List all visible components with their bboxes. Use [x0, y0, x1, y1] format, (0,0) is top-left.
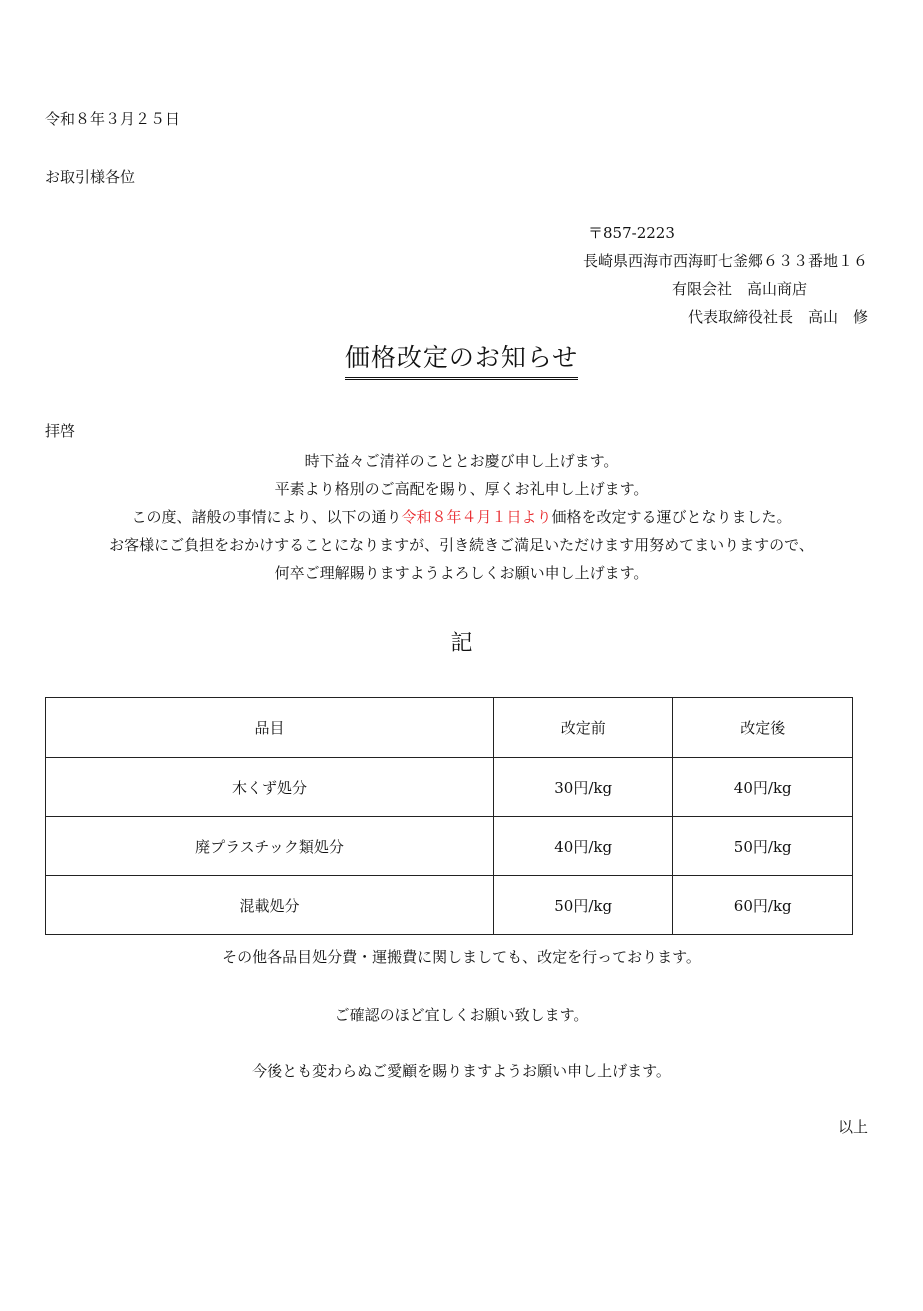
body-line-3 [0, 506, 923, 527]
table-row [46, 817, 853, 876]
body-line-4: お客様にご負担をおかけすることになりますが、引き続きご満足いただけます用努めてまいりますので、 [109, 536, 814, 554]
price-table [45, 697, 853, 935]
document-title [0, 338, 923, 380]
salutation: 拝啓 [45, 422, 76, 440]
body-line-3-post: 価格を改定する運びとなりました。 [551, 508, 792, 526]
table-cell-before: 40円/kg [493, 817, 673, 876]
body-line-1: 時下益々ご清祥のこととお慶び申し上げます。 [304, 452, 619, 470]
note-line-3: 今後とも変わらぬご愛顧を賜りますようお願い申し上げます。 [252, 1062, 671, 1080]
ki-heading: 記 [450, 631, 473, 656]
table-cell-after: 60円/kg [673, 876, 853, 935]
sender-address: 長崎県西海市西海町七釜郷６３３番地１６ [582, 252, 868, 270]
table-cell-item: 木くず処分 [46, 758, 494, 817]
letter-date: 令和８年３月２５日 [45, 110, 181, 128]
document-title-text: 価格改定のお知らせ [345, 338, 578, 380]
effective-date-highlight: 令和８年４月１日より [401, 508, 552, 526]
table-cell-after: 50円/kg [673, 817, 853, 876]
body-line-5: 何卒ご理解賜りますようよろしくお願い申し上げます。 [274, 564, 649, 582]
closing: 以上 [837, 1118, 868, 1136]
table-row [46, 876, 853, 935]
table-header-before: 改定前 [493, 698, 673, 758]
note-line-2: ご確認のほど宜しくお願い致します。 [334, 1006, 589, 1024]
recipient: お取引様各位 [45, 168, 136, 186]
body-line-2: 平素より格別のご高配を賜り、厚くお礼申し上げます。 [274, 480, 649, 498]
note-line-1: その他各品目処分費・運搬費に関しましても、改定を行っております。 [222, 948, 701, 966]
table-cell-before: 30円/kg [493, 758, 673, 817]
table-header-row [46, 698, 853, 758]
table-header-after: 改定後 [673, 698, 853, 758]
body-line-3-pre: この度、諸般の事情により、以下の通り [131, 508, 402, 526]
table-cell-item: 廃プラスチック類処分 [46, 817, 494, 876]
table-row [46, 758, 853, 817]
table-cell-before: 50円/kg [493, 876, 673, 935]
sender-company: 有限会社 高山商店 [672, 280, 808, 298]
sender-representative: 代表取締役社長 高山 修 [687, 308, 868, 326]
table-header-item: 品目 [46, 698, 494, 758]
table-cell-after: 40円/kg [673, 758, 853, 817]
sender-postal-code: 〒857-2223 [588, 224, 675, 242]
table-cell-item: 混載処分 [46, 876, 494, 935]
